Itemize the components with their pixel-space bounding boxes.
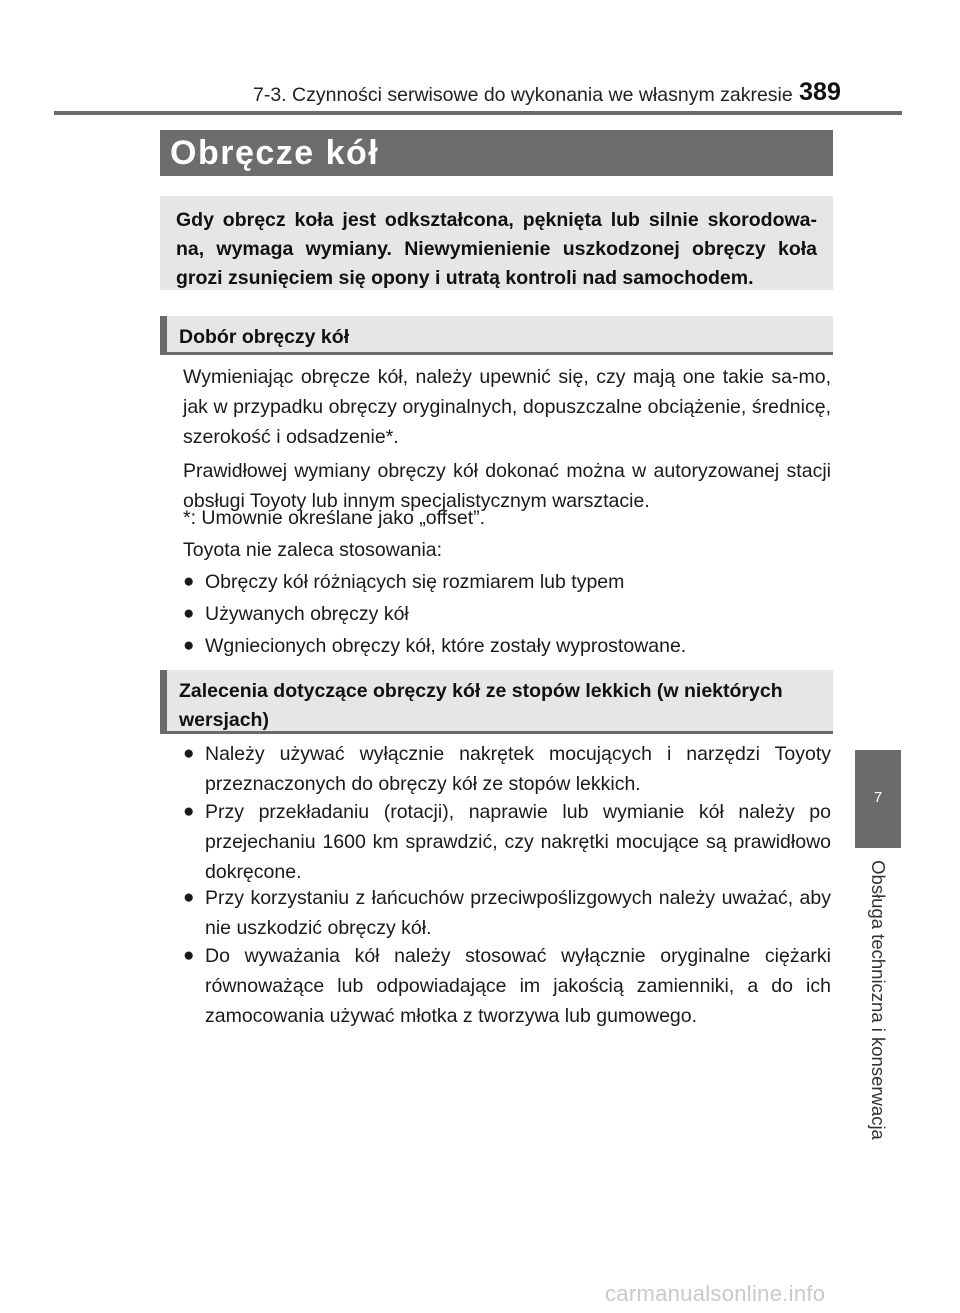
list-item bbox=[183, 797, 831, 887]
chapter-tab: 7 bbox=[855, 750, 901, 848]
bullet-icon: ● bbox=[183, 603, 195, 624]
list-item bbox=[183, 883, 831, 943]
list-item bbox=[183, 941, 831, 1031]
list-item-text: Obręczy kół różniących się rozmiarem lub typem bbox=[205, 571, 625, 593]
bullet-icon: ● bbox=[183, 887, 195, 908]
intro-box: Gdy obręcz koła jest odkształcona, pęknięta lub silnie skorodowa-na, wymaga wymiany. Niewymienienie uszkodzonej obręczy koła grozi zsunięciem się opony i utratą kontroli nad samochodem. bbox=[160, 196, 833, 290]
bullet-icon: ● bbox=[183, 801, 195, 822]
page-title-banner bbox=[160, 130, 833, 176]
list-item bbox=[183, 739, 831, 799]
section-heading-selection: Dobór obręczy kół bbox=[160, 316, 833, 355]
paragraph-selection-2: Prawidłowej wymiany obręczy kół dokonać można w autoryzowanej stacji obsługi Toyoty lub innym specjalistycznym warsztacie. bbox=[183, 460, 831, 512]
list-item-text: Wgniecionych obręczy kół, które zostały wyprostowane. bbox=[205, 635, 687, 657]
list-item-text: Należy używać wyłącznie nakrętek mocujących i narzędzi Toyoty przeznaczonych do obręczy kół ze stopów lekkich. bbox=[205, 743, 831, 795]
bullet-icon: ● bbox=[183, 945, 195, 966]
list-item bbox=[183, 631, 831, 661]
lead-text: Toyota nie zaleca stosowania: bbox=[183, 539, 443, 561]
paragraph-selection-1: Wymieniając obręcze kół, należy upewnić się, czy mają one takie sa-mo, jak w przypadku obręczy oryginalnych, dopuszczalne obciążenie, średnicę, szerokość i odsadzenie*. bbox=[183, 366, 831, 448]
list-item bbox=[183, 567, 831, 597]
section-heading-alloy: Zalecenia dotyczące obręczy kół ze stopów lekkich (w niektórych wersjach) bbox=[160, 670, 833, 734]
list-item-text: Przy korzystaniu z łańcuchów przeciwpoślizgowych należy uważać, aby nie uszkodzić obręczy kół. bbox=[205, 887, 831, 939]
page-number: 389 bbox=[799, 78, 841, 106]
footnote: *: Umownie określane jako „offset”. bbox=[183, 507, 486, 529]
list-item bbox=[183, 599, 831, 629]
page-title: Obręcze kół bbox=[170, 134, 380, 172]
bullet-icon: ● bbox=[183, 571, 195, 592]
running-header: 7-3. Czynności serwisowe do wykonania we własnym zakresie bbox=[253, 84, 793, 106]
list-item-text: Do wyważania kół należy stosować wyłącznie oryginalne ciężarki równoważące lub odpowiadające im jakością zamienniki, a do ich zamocowania używać młotka z tworzywa lub gumowego. bbox=[205, 945, 831, 1027]
chapter-label: Obsługa techniczna i konserwacja bbox=[868, 860, 889, 1140]
bullet-icon: ● bbox=[183, 635, 195, 656]
bullet-icon: ● bbox=[183, 743, 195, 764]
header-rule bbox=[54, 111, 902, 115]
list-item-text: Przy przekładaniu (rotacji), naprawie lub wymianie kół należy po przejechaniu 1600 km sprawdzić, czy nakrętki mocujące są prawidłowo dokręcone. bbox=[205, 801, 831, 883]
list-item-text: Używanych obręczy kół bbox=[205, 603, 409, 625]
watermark: carmanualsonline.info bbox=[605, 1281, 826, 1306]
